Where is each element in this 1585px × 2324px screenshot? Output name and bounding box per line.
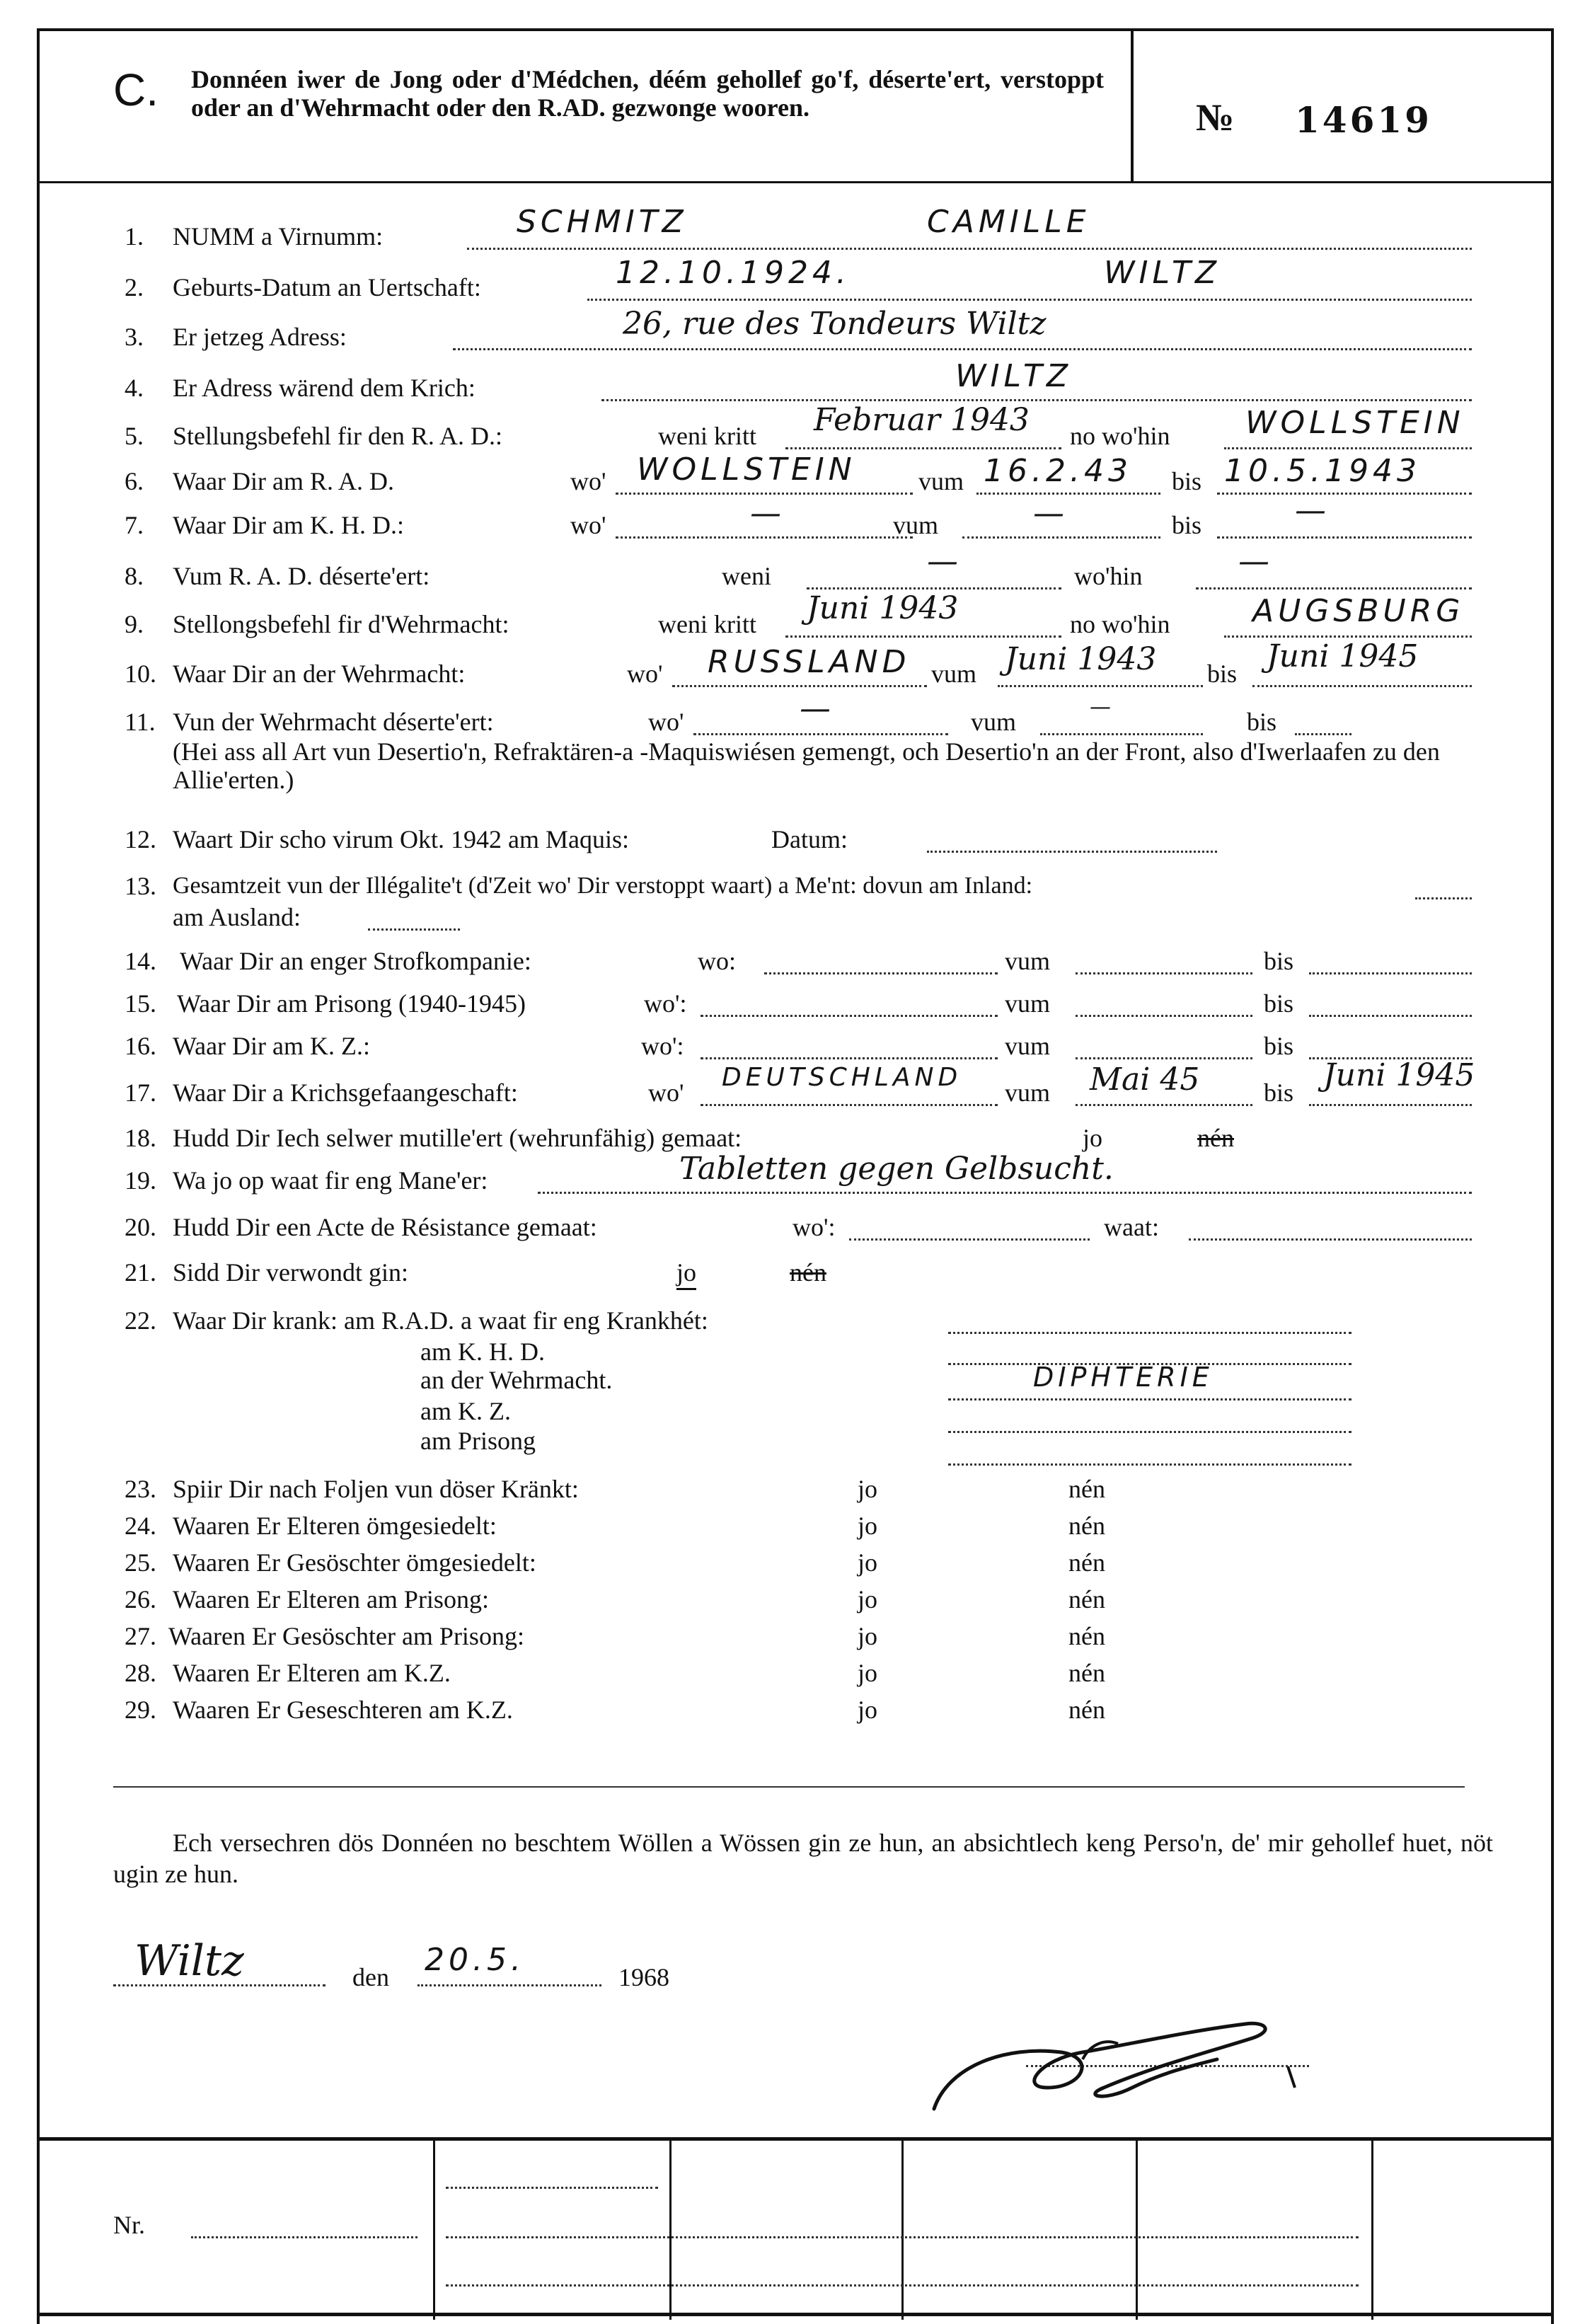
- q27-jo: jo: [858, 1622, 878, 1650]
- q29-jo: jo: [858, 1696, 878, 1724]
- q2-line: [587, 299, 1472, 301]
- q18-number: 18.: [125, 1124, 156, 1152]
- q6-bis-label: bis: [1172, 467, 1202, 495]
- q27-nen: nén: [1068, 1622, 1105, 1650]
- form-number: 14619: [1295, 99, 1432, 141]
- q12-datum-line: [927, 851, 1217, 853]
- number-symbol: №: [1196, 96, 1235, 139]
- q22-khd: am K. H. D.: [420, 1338, 545, 1366]
- q7-wo-line: [616, 536, 913, 539]
- q7-bis-line: [1217, 536, 1472, 539]
- q5-where-value: WOLLSTEIN: [1245, 405, 1465, 441]
- q10-vum-value: Juni 1943: [1005, 641, 1157, 677]
- q22-kz-line: [948, 1431, 1351, 1433]
- q12-datum-label: Datum:: [771, 825, 848, 853]
- q21-jo: jo: [676, 1258, 696, 1290]
- q6-wo-value: WOLLSTEIN: [637, 451, 856, 488]
- q8-when-value: —: [927, 543, 962, 580]
- q11-bis-label: bis: [1247, 708, 1277, 736]
- q18-nen: nén: [1197, 1124, 1234, 1152]
- q11-wo-value: —: [800, 691, 835, 727]
- q22-prisong-line: [948, 1463, 1351, 1466]
- q9-when-value: Juni 1943: [807, 590, 959, 626]
- q26-jo: jo: [858, 1585, 878, 1613]
- q8-where-value: —: [1238, 543, 1274, 580]
- section-separator: [113, 1786, 1465, 1788]
- q25-label: Waaren Er Gesöschter ömgesiedelt:: [173, 1548, 536, 1577]
- q11-wo-line: [693, 733, 948, 735]
- q3-label: Er jetzeg Adress:: [173, 323, 347, 351]
- q15-label: Waar Dir am Prisong (1940-1945): [177, 989, 526, 1018]
- q5-number: 5.: [125, 422, 144, 450]
- q21-nen: nén: [790, 1258, 826, 1287]
- q4-line: [601, 399, 1472, 401]
- header-bottom-rule: [37, 181, 1551, 183]
- den-label: den: [352, 1963, 389, 1991]
- footer-col-1: [433, 2137, 435, 2320]
- q1-firstname: CAMILLE: [927, 204, 1090, 240]
- q22-prisong: am Prisong: [420, 1427, 536, 1455]
- q23-jo: jo: [858, 1475, 878, 1503]
- q10-bis-line: [1252, 685, 1472, 687]
- q4-label: Er Adress wärend dem Krich:: [173, 374, 476, 402]
- q6-bis-line: [1217, 493, 1472, 495]
- q6-vum-value: 16.2.43: [984, 453, 1132, 489]
- q15-bis-label: bis: [1264, 989, 1294, 1018]
- q10-bis-value: Juni 1945: [1267, 638, 1419, 674]
- q4-wartime-address: WILTZ: [955, 358, 1073, 394]
- q15-vum-line: [1076, 1015, 1252, 1017]
- q12-label: Waart Dir scho virum Okt. 1942 am Maquis:: [173, 825, 629, 853]
- q22-wehrmacht-illness: DIPHTERIE: [1033, 1362, 1214, 1393]
- q15-vum-label: vum: [1005, 989, 1051, 1018]
- q28-nen: nén: [1068, 1659, 1105, 1687]
- signed-place: Wiltz: [134, 1936, 244, 1986]
- footer-col-5: [1371, 2137, 1373, 2320]
- header-divider: [1131, 28, 1134, 181]
- q8-when-label: weni: [722, 562, 771, 590]
- q25-number: 25.: [125, 1548, 156, 1577]
- q20-waat-label: waat:: [1104, 1213, 1159, 1241]
- q11-note: (Hei ass all Art vun Desertio'n, Refraktären-a -Maquiswiésen gemengt, och Desertio'n an der Front, also d'Iwerlaafen zu den Allie'erten.): [173, 737, 1440, 794]
- q8-number: 8.: [125, 562, 144, 590]
- q14-bis-line: [1309, 972, 1472, 974]
- q8-where-label: wo'hin: [1074, 562, 1143, 590]
- q11-vum-value: —: [1090, 695, 1115, 720]
- q21-label: Sidd Dir verwondt gin:: [173, 1258, 408, 1287]
- q1-number: 1.: [125, 222, 144, 251]
- q29-nen: nén: [1068, 1696, 1105, 1724]
- footer-col-2: [669, 2137, 672, 2320]
- q13-label: Gesamtzeit vun der Illégalite't (d'Zeit wo' Dir verstoppt waart) a Me'nt: dovun am Inland:: [173, 873, 1033, 899]
- q29-label: Waaren Er Geseschteren am K.Z.: [173, 1696, 513, 1724]
- q17-wo-label: wo': [648, 1078, 684, 1107]
- q10-vum-label: vum: [931, 660, 977, 688]
- q15-wo-line: [701, 1015, 998, 1017]
- q6-label: Waar Dir am R. A. D.: [173, 467, 395, 495]
- q22-wehrmacht-line: [948, 1398, 1351, 1400]
- q20-waat-line: [1189, 1238, 1472, 1241]
- q28-number: 28.: [125, 1659, 156, 1687]
- q6-wo-label: wo': [570, 467, 606, 495]
- q9-where-label: no wo'hin: [1070, 610, 1170, 638]
- q20-label: Hudd Dir een Acte de Résistance gemaat:: [173, 1213, 597, 1241]
- q11-wo-label: wo': [648, 708, 684, 736]
- q7-wo-value: —: [750, 495, 785, 531]
- q14-number: 14.: [125, 947, 156, 975]
- q14-vum-line: [1076, 972, 1252, 974]
- q7-bis-label: bis: [1172, 511, 1202, 539]
- q17-wo-value: DEUTSCHLAND: [722, 1063, 962, 1092]
- q24-label: Waaren Er Elteren ömgesiedelt:: [173, 1512, 497, 1540]
- q28-jo: jo: [858, 1659, 878, 1687]
- q8-where-line: [1196, 587, 1472, 589]
- q17-vum-line: [1076, 1104, 1252, 1106]
- q24-number: 24.: [125, 1512, 156, 1540]
- q6-vum-line: [976, 493, 1160, 495]
- nr-label: Nr.: [113, 2211, 145, 2239]
- q10-label: Waar Dir an der Wehrmacht:: [173, 660, 466, 688]
- q19-label: Wa jo op waat fir eng Mane'er:: [173, 1166, 488, 1195]
- q10-wo-line: [672, 685, 927, 687]
- q5-where-label: no wo'hin: [1070, 422, 1170, 450]
- q6-wo-line: [616, 493, 913, 495]
- q5-when-label: weni kritt: [658, 422, 756, 450]
- q9-where-value: AUGSBURG: [1252, 593, 1465, 629]
- q7-number: 7.: [125, 511, 144, 539]
- q11-number: 11.: [125, 708, 156, 736]
- q15-wo-label: wo':: [644, 989, 687, 1018]
- q22-rad-line: [948, 1332, 1351, 1334]
- q9-when-line: [785, 635, 1061, 638]
- q2-label: Geburts-Datum an Uertschaft:: [173, 273, 481, 301]
- q5-when-value: Februar 1943: [814, 402, 1030, 438]
- q6-number: 6.: [125, 467, 144, 495]
- q16-label: Waar Dir am K. Z.:: [173, 1032, 370, 1060]
- declaration-text: Ech versechren dös Donnéen no beschtem Wöllen a Wössen gin ze hun, an absichtlech keng Perso'n, de' mir gehollef huet, nöt ugin ze hun.: [113, 1829, 1493, 1888]
- q7-vum-value: —: [1033, 495, 1068, 531]
- section-letter: C.: [113, 64, 158, 115]
- q19-method: Tabletten gegen Gelbsucht.: [679, 1151, 1114, 1187]
- q5-label: Stellungsbefehl fir den R. A. D.:: [173, 422, 502, 450]
- q7-label: Waar Dir am K. H. D.:: [173, 511, 405, 539]
- q13-ausland-label: am Ausland:: [173, 903, 301, 931]
- q17-vum-value: Mai 45: [1090, 1062, 1200, 1098]
- q22-kz: am K. Z.: [420, 1397, 511, 1425]
- q27-label: Waaren Er Gesöschter am Prisong:: [168, 1622, 524, 1650]
- q3-number: 3.: [125, 323, 144, 351]
- q25-nen: nén: [1068, 1548, 1105, 1577]
- q4-number: 4.: [125, 374, 144, 402]
- q15-bis-line: [1309, 1015, 1472, 1017]
- q10-wo-value: RUSSLAND: [708, 644, 911, 680]
- q5-where-line: [1224, 447, 1472, 449]
- q16-vum-label: vum: [1005, 1032, 1051, 1060]
- q2-birthdate: 12.10.1924.: [616, 255, 851, 291]
- q15-number: 15.: [125, 989, 156, 1018]
- q14-vum-label: vum: [1005, 947, 1051, 975]
- q16-wo-label: wo':: [641, 1032, 684, 1060]
- q13-inland-line: [1415, 897, 1472, 899]
- q9-where-line: [1224, 635, 1472, 638]
- q23-label: Spiir Dir nach Foljen vun döser Kränkt:: [173, 1475, 579, 1503]
- q20-number: 20.: [125, 1213, 156, 1241]
- q8-when-line: [807, 587, 1061, 589]
- q26-label: Waaren Er Elteren am Prisong:: [173, 1585, 489, 1613]
- q25-jo: jo: [858, 1548, 878, 1577]
- q24-nen: nén: [1068, 1512, 1105, 1540]
- date-line: [417, 1984, 601, 1986]
- footer-row-line: [446, 2187, 658, 2189]
- q18-jo: jo: [1083, 1124, 1103, 1152]
- q11-bis-line: [1295, 733, 1351, 735]
- q2-number: 2.: [125, 273, 144, 301]
- nr-line: [191, 2236, 417, 2238]
- signature: [920, 1981, 1330, 2123]
- q3-address: 26, rue des Tondeurs Wiltz: [623, 306, 1047, 342]
- footer-row-line: [446, 2284, 1359, 2286]
- q17-bis-line: [1309, 1104, 1472, 1106]
- q12-number: 12.: [125, 825, 156, 853]
- q14-wo-label: wo:: [698, 947, 736, 975]
- q1-label: NUMM a Virnumm:: [173, 222, 384, 251]
- q9-number: 9.: [125, 610, 144, 638]
- q16-vum-line: [1076, 1057, 1252, 1059]
- q9-when-label: weni kritt: [658, 610, 756, 638]
- q20-wo-label: wo':: [792, 1213, 836, 1241]
- q26-number: 26.: [125, 1585, 156, 1613]
- q17-bis-value: Juni 1945: [1323, 1057, 1475, 1093]
- section-heading: Donnéen iwer de Jong oder d'Médchen, déém gehollef go'f, déserte'ert, verstoppt oder an d'Wehrmacht oder den R.AD. gezwonge wooren.: [191, 65, 1104, 122]
- q17-vum-label: vum: [1005, 1078, 1051, 1107]
- q16-number: 16.: [125, 1032, 156, 1060]
- q14-label: Waar Dir an enger Strofkompanie:: [180, 947, 531, 975]
- q16-bis-label: bis: [1264, 1032, 1294, 1060]
- q13-number: 13.: [125, 872, 156, 900]
- q17-bis-label: bis: [1264, 1078, 1294, 1107]
- q19-line: [538, 1192, 1472, 1194]
- q26-nen: nén: [1068, 1585, 1105, 1613]
- q29-number: 29.: [125, 1696, 156, 1724]
- q22-wehrmacht: an der Wehrmacht.: [420, 1366, 613, 1394]
- q22-number: 22.: [125, 1306, 156, 1335]
- q17-wo-line: [701, 1104, 998, 1106]
- q11-label: Vun der Wehrmacht déserte'ert:: [173, 708, 494, 736]
- q14-bis-label: bis: [1264, 947, 1294, 975]
- q20-wo-line: [849, 1238, 1090, 1241]
- q2-birthplace: WILTZ: [1104, 255, 1221, 291]
- q27-number: 27.: [125, 1622, 156, 1650]
- footer-top-rule: [37, 2137, 1551, 2141]
- q5-when-line: [785, 447, 1061, 449]
- q9-label: Stellongsbefehl fir d'Wehrmacht:: [173, 610, 509, 638]
- q8-label: Vum R. A. D. déserte'ert:: [173, 562, 430, 590]
- q6-bis-value: 10.5.1943: [1224, 453, 1421, 489]
- q7-vum-label: vum: [893, 511, 939, 539]
- q11-vum-line: [1040, 733, 1203, 735]
- q21-number: 21.: [125, 1258, 156, 1287]
- q10-wo-label: wo': [627, 660, 663, 688]
- q16-wo-line: [701, 1057, 998, 1059]
- q10-number: 10.: [125, 660, 156, 688]
- footer-bottom-rule: [37, 2313, 1551, 2316]
- q1-line: [467, 248, 1472, 250]
- q1-surname: SCHMITZ: [517, 204, 688, 240]
- q10-vum-line: [998, 685, 1203, 687]
- q13-ausland-line: [368, 928, 460, 931]
- q24-jo: jo: [858, 1512, 878, 1540]
- q22-label: Waar Dir krank: am R.A.D. a waat fir eng Krankhét:: [173, 1306, 708, 1335]
- q23-nen: nén: [1068, 1475, 1105, 1503]
- q7-vum-line: [962, 536, 1160, 539]
- q3-line: [453, 348, 1472, 350]
- q14-wo-line: [764, 972, 998, 974]
- q23-number: 23.: [125, 1475, 156, 1503]
- footer-row-line: [446, 2236, 1359, 2238]
- q10-bis-label: bis: [1207, 660, 1238, 688]
- q28-label: Waaren Er Elteren am K.Z.: [173, 1659, 451, 1687]
- q11-vum-label: vum: [971, 708, 1017, 736]
- footer-col-3: [901, 2137, 904, 2320]
- q6-vum-label: vum: [918, 467, 964, 495]
- year-label: 1968: [618, 1963, 669, 1991]
- q17-number: 17.: [125, 1078, 156, 1107]
- q19-number: 19.: [125, 1166, 156, 1195]
- q17-label: Waar Dir a Krichsgefaangeschaft:: [173, 1078, 518, 1107]
- q18-label: Hudd Dir Iech selwer mutille'ert (wehrunfähig) gemaat:: [173, 1124, 742, 1152]
- signed-date: 20.5.: [425, 1942, 525, 1978]
- q7-bis-value: —: [1295, 493, 1330, 529]
- q7-wo-label: wo': [570, 511, 606, 539]
- footer-col-4: [1136, 2137, 1138, 2320]
